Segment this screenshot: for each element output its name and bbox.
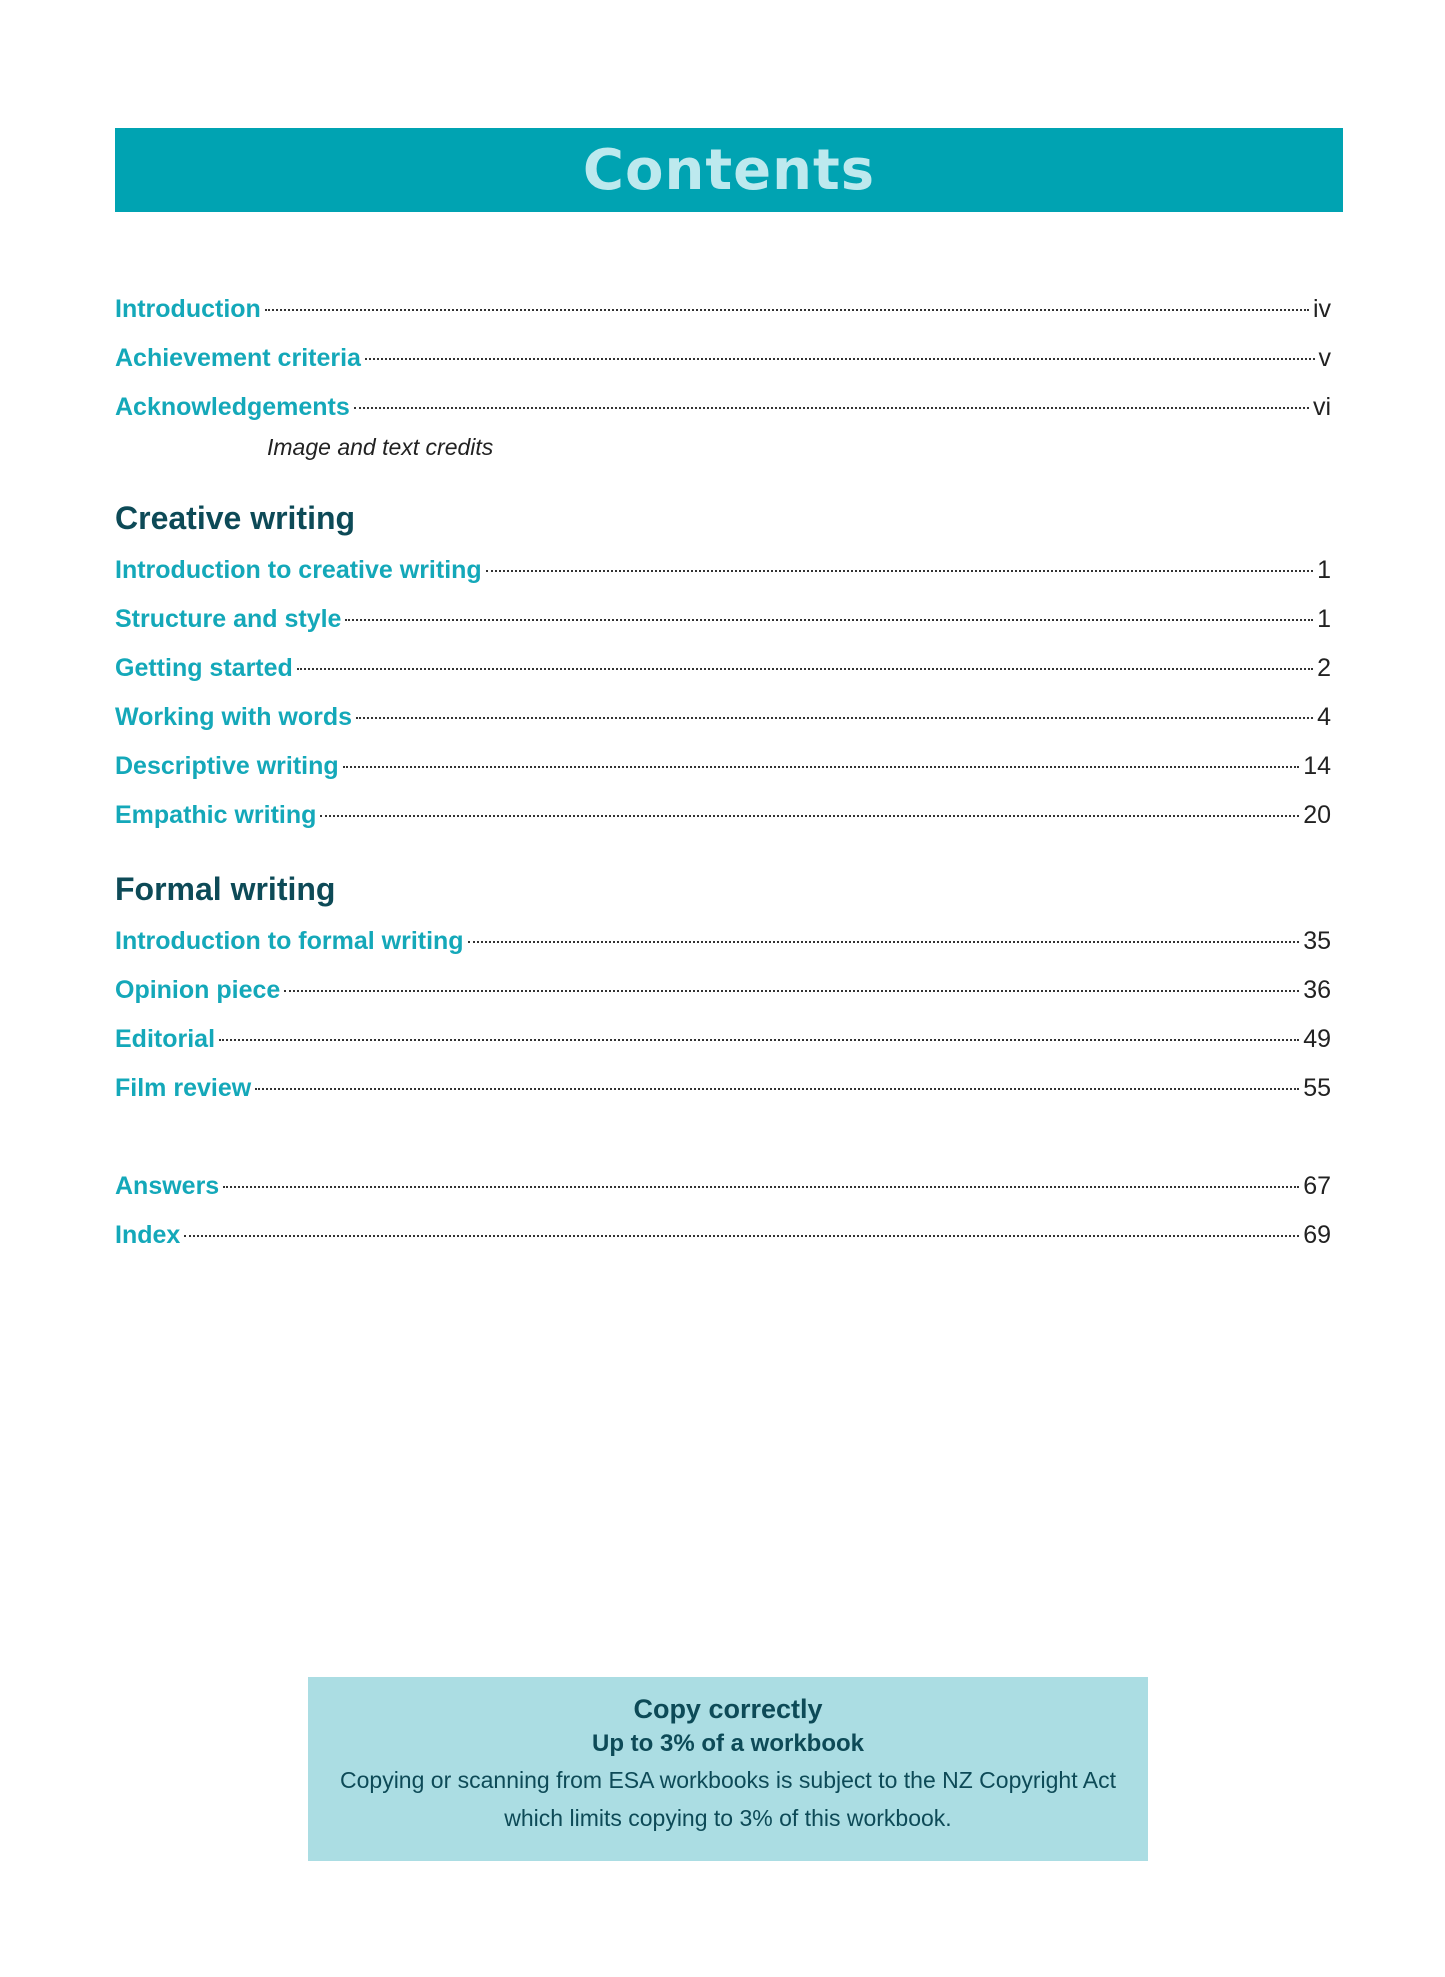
section-heading-formal-writing: Formal writing — [115, 871, 336, 907]
toc-entry-label: Opinion piece — [115, 976, 281, 1004]
toc-page-number: 20 — [1303, 801, 1331, 829]
toc-entry-opinion-piece[interactable] — [115, 973, 1331, 1007]
page-title: Contents — [582, 137, 876, 203]
toc-entry-descriptive-writing[interactable] — [115, 749, 1331, 783]
toc-page-number: 69 — [1303, 1221, 1331, 1249]
contents-banner — [115, 128, 1343, 212]
dot-leader — [356, 717, 1313, 719]
toc-page-number: 1 — [1317, 605, 1331, 633]
dot-leader — [468, 941, 1300, 943]
toc-entry-index[interactable] — [115, 1218, 1331, 1252]
toc-entry-introduction-to-formal-writing[interactable] — [115, 924, 1331, 958]
toc-entry-getting-started[interactable] — [115, 651, 1331, 685]
dot-leader — [265, 309, 1309, 311]
toc-entry-label: Structure and style — [115, 605, 342, 633]
dot-leader — [365, 358, 1315, 360]
dot-leader — [345, 619, 1313, 621]
toc-page-number: 4 — [1317, 703, 1331, 731]
toc-entry-film-review[interactable] — [115, 1071, 1331, 1105]
toc-entry-label: Getting started — [115, 654, 293, 682]
dot-leader — [354, 407, 1309, 409]
toc-entry-label: Index — [115, 1221, 181, 1249]
toc-entry-structure-and-style[interactable] — [115, 602, 1331, 636]
toc-entry-label: Working with words — [115, 703, 353, 731]
toc-page-number: v — [1318, 344, 1331, 372]
toc-entry-label: Introduction — [115, 295, 261, 323]
toc-entry-achievement-criteria[interactable] — [115, 341, 1331, 375]
dot-leader — [284, 990, 1299, 992]
toc-entry-answers[interactable] — [115, 1169, 1331, 1203]
notice-title: Copy correctly — [633, 1694, 823, 1724]
toc-page-number: iv — [1312, 295, 1331, 323]
toc-entry-editorial[interactable] — [115, 1022, 1331, 1056]
toc-page-number: 55 — [1303, 1074, 1331, 1102]
dot-leader — [184, 1235, 1299, 1237]
acknowledgements-subnote: Image and text credits — [267, 434, 494, 460]
toc-entry-introduction-to-creative-writing[interactable] — [115, 553, 1331, 587]
dot-leader — [219, 1039, 1299, 1041]
notice-subtitle: Up to 3% of a workbook — [591, 1730, 864, 1757]
toc-entry-empathic-writing[interactable] — [115, 798, 1331, 832]
toc-page-number: vi — [1312, 393, 1331, 421]
toc-page-number: 36 — [1303, 976, 1331, 1004]
notice-body: Copying or scanning from ESA workbooks is subject to the NZ Copyright Act which limits copying to 3% of this workbook. — [340, 1767, 1116, 1831]
toc-page-number: 35 — [1303, 927, 1331, 955]
toc-page-number: 2 — [1317, 654, 1331, 682]
toc-entry-label: Introduction to creative writing — [115, 556, 482, 584]
toc-entry-label: Introduction to formal writing — [115, 927, 464, 955]
toc-entry-introduction[interactable] — [115, 292, 1331, 326]
toc-page-number: 67 — [1303, 1172, 1331, 1200]
dot-leader — [223, 1186, 1299, 1188]
dot-leader — [297, 668, 1313, 670]
toc-page-number: 49 — [1303, 1025, 1331, 1053]
toc-entry-label: Empathic writing — [115, 801, 317, 829]
toc-entry-label: Acknowledgements — [115, 393, 350, 421]
toc-entry-label: Answers — [115, 1172, 220, 1200]
dot-leader — [255, 1088, 1299, 1090]
toc-entry-label: Editorial — [115, 1025, 216, 1053]
section-heading-creative-writing: Creative writing — [115, 500, 356, 536]
toc-page-number: 14 — [1303, 752, 1331, 780]
copyright-notice-box — [308, 1677, 1148, 1861]
toc-entry-label: Achievement criteria — [115, 344, 361, 372]
toc-entry-acknowledgements[interactable] — [115, 390, 1331, 424]
toc-entry-label: Descriptive writing — [115, 752, 339, 780]
dot-leader — [486, 570, 1313, 572]
dot-leader — [343, 766, 1300, 768]
dot-leader — [320, 815, 1299, 817]
toc-entry-working-with-words[interactable] — [115, 700, 1331, 734]
toc-entry-label: Film review — [115, 1074, 252, 1102]
toc-page-number: 1 — [1317, 556, 1331, 584]
